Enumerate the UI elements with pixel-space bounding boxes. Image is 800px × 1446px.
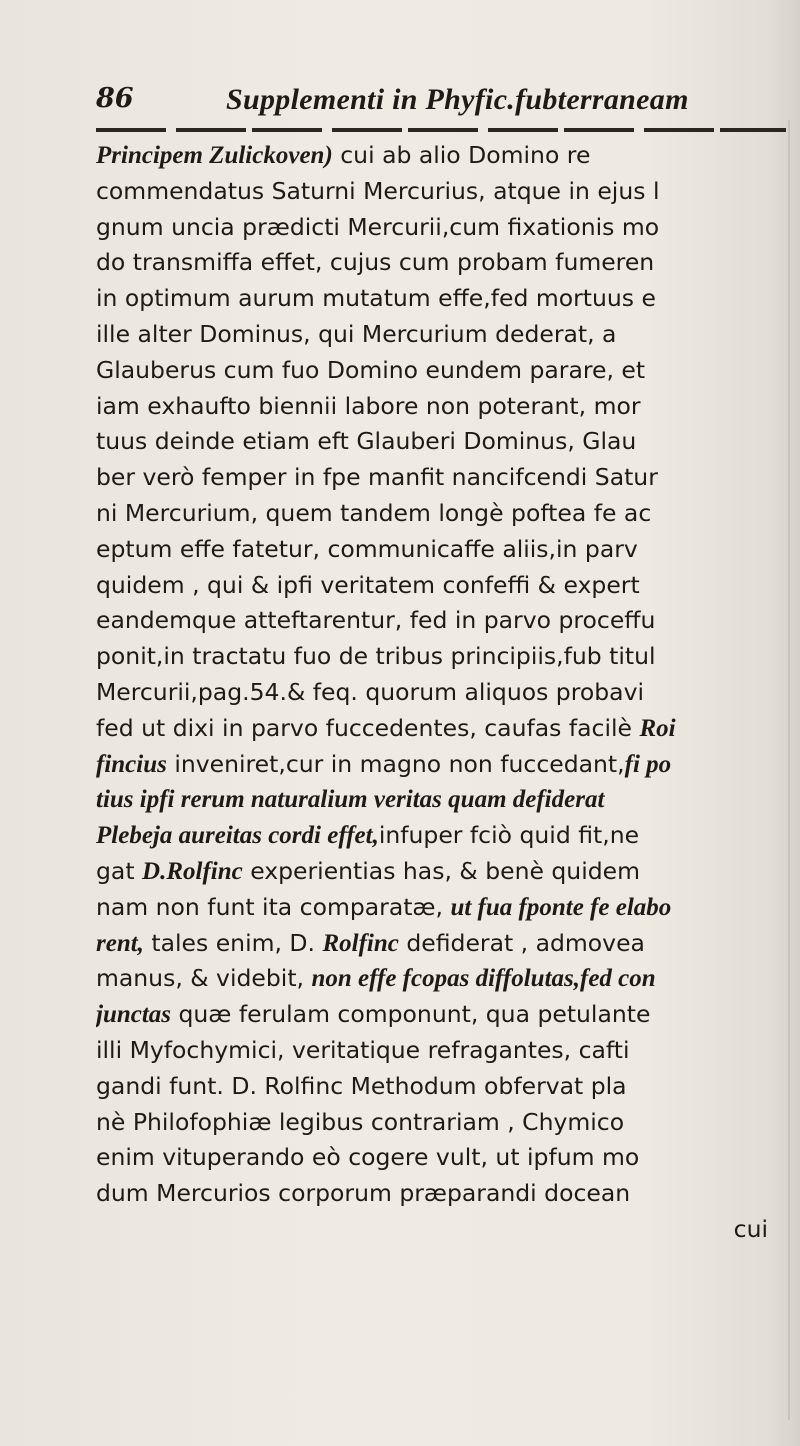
text-line [96,1033,790,1069]
text-line [96,210,790,246]
text-run: inveniret,cur in magno non fuccedant, [166,749,625,778]
text-run: in optimum aurum mutatum effe,fed mortuus e [96,284,656,313]
text-line [96,532,790,568]
text-line [96,782,790,818]
running-head: Supplementi in Phyfic.fubterraneam [226,83,689,116]
italic-run: Principem Zulickoven) [96,142,333,169]
text-run: eandemque atteftarentur, fed in parvo proceffu [96,606,656,635]
text-run: nam non funt ita comparatæ, [96,892,451,921]
italic-run: Roi [639,714,676,742]
text-run: infuper fciò quid fit,ne [378,821,640,850]
text-run: ille alter Dominus, qui Mercurium dederat, a [96,319,617,348]
text-run: ponit,in tractatu fuo de tribus principiis,fub titul [96,642,656,671]
text-line [96,711,790,747]
text-line [96,496,790,532]
italic-run: Plebeja aureitas cordi effet, [96,822,379,850]
text-line [96,138,790,174]
italic-run: tius ipfi rerum naturalium veritas quam defiderat [96,786,605,814]
header-rule [96,128,786,132]
text-run: iam exhaufto biennii labore non poterant, mor [96,391,641,420]
text-line [96,460,790,496]
text-run: Glauberus cum fuo Domino eundem parare, et [96,355,646,384]
text-run: quæ ferulam componunt, qua petulante [171,1000,651,1029]
italic-run: fi po [624,750,672,778]
italic-run: rent, [96,929,144,957]
text-run: gandi funt. D. Rolfinc Methodum obfervat pla [96,1071,627,1100]
text-line [96,353,790,389]
text-line [96,317,790,353]
text-run: experientias has, & benè quidem [242,856,640,885]
text-run: defiderat , admovea [398,928,645,957]
italic-run: non effe fcopas diffolutas,fed con [311,965,656,993]
italic-run: fincius [96,750,167,778]
text-line [96,174,790,210]
text-run: do transmiffa effet, cujus cum probam fumeren [96,248,655,277]
text-line [96,997,790,1033]
text-line [96,603,790,639]
italic-run: Rolfinc [322,929,399,957]
text-run: ber verò femper in fpe manfit nancifcendi Satur [96,463,658,492]
text-run: fed ut dixi in parvo fuccedentes, caufas facilè [96,713,640,742]
text-run: nè Philofophiæ legibus contrariam , Chymico [96,1107,625,1136]
page-number: 86 [96,83,134,114]
italic-run: junctas [96,1001,172,1029]
text-run: quidem , qui & ipfi veritatem confeffi & expert [96,570,640,599]
text-line [96,747,790,783]
text-run: tales enim, D. [143,928,323,957]
text-line [96,926,790,962]
body-text [96,138,790,1428]
text-line [96,854,790,890]
text-line [96,281,790,317]
text-line [96,1176,790,1212]
text-run: dum Mercurios corporum præparandi docean [96,1179,631,1208]
text-run: cui ab alio Domino re [332,141,591,169]
text-line [96,675,790,711]
text-line [96,818,790,854]
text-run: illi Myfochymici, veritatique refragantes, cafti [96,1035,630,1064]
text-run: enim vituperando eò cogere vult, ut ipfum mo [96,1143,640,1172]
text-line [96,890,790,926]
text-line [96,245,790,281]
text-line [96,389,790,425]
text-run: manus, & videbit, [96,964,312,993]
text-run: Mercurii,pag.54.& feq. quorum aliquos probavi [96,677,645,706]
text-line [96,961,790,997]
text-line [96,1105,790,1141]
italic-run: ut fua fponte fe elabo [450,893,672,921]
text-line [96,568,790,604]
text-run: gat [96,856,143,885]
text-run: gnum uncia prædicti Mercurii,cum fixationis mo [96,212,660,241]
text-line [96,424,790,460]
italic-run: D.Rolfinc [142,857,243,885]
text-run: commendatus Saturni Mercurius, atque in ejus l [96,176,660,205]
text-line [96,1069,790,1105]
catchword: cui [733,1214,768,1243]
page-header [96,83,786,123]
text-line [96,639,790,675]
text-run: eptum effe fatetur, communicaffe aliis,in parv [96,534,638,563]
text-run: tuus deinde etiam eft Glauberi Dominus, Glau [96,427,637,456]
text-run: ni Mercurium, quem tandem longè poftea fe ac [96,498,652,527]
text-line [96,1140,790,1176]
